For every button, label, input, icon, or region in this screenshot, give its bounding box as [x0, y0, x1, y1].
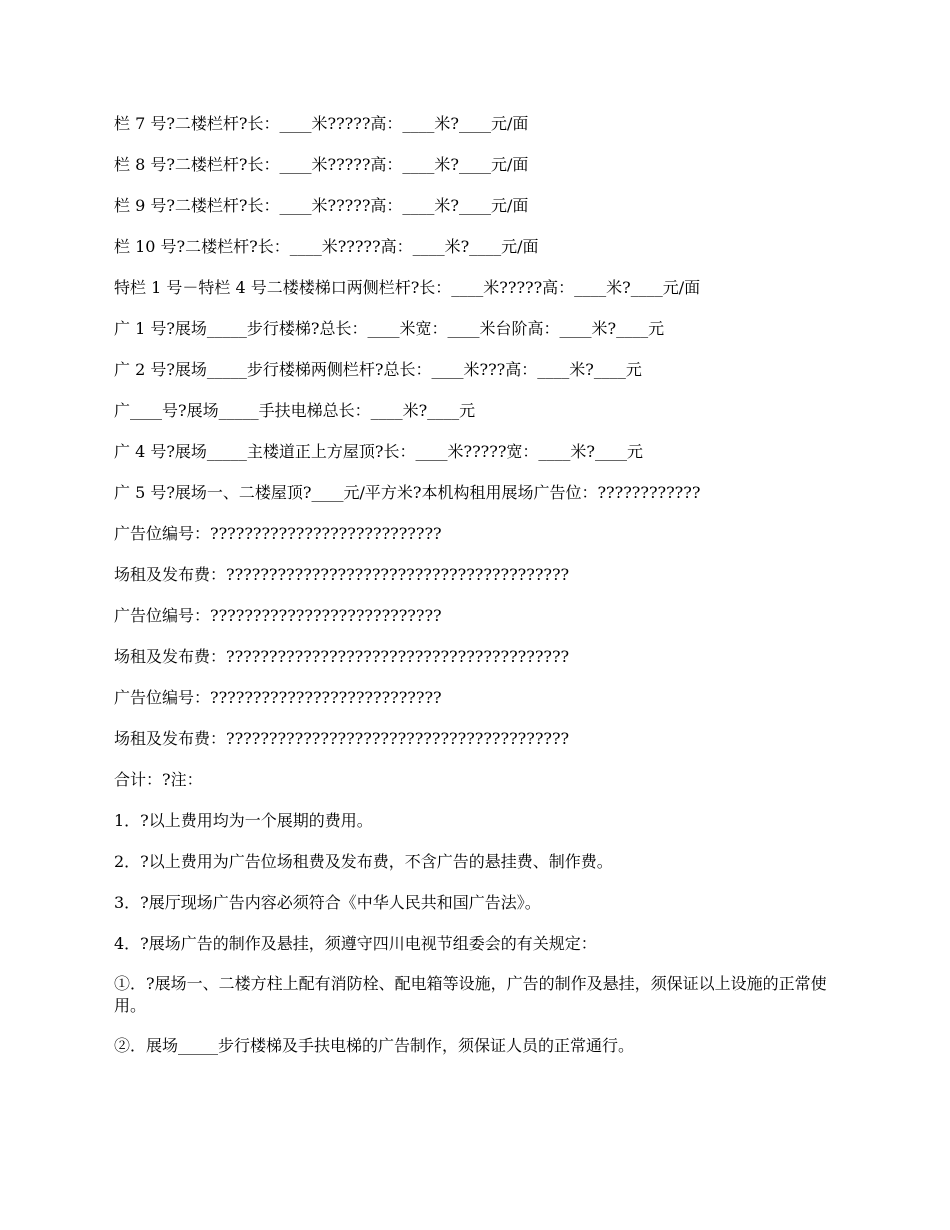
note-item-1: 1．?以上费用均为一个展期的费用。 — [114, 811, 373, 830]
text-line-special-railing: 特栏 1 号－特栏 4 号二楼楼梯口两侧栏杆?长：____米?????高：____米?____元/面 — [114, 278, 701, 297]
text-line-ad-3: 广____号?展场_____手扶电梯总长：____米?____元 — [114, 401, 476, 420]
note-item-2: 2．?以上费用为广告位场租费及发布费，不含广告的悬挂费、制作费。 — [114, 852, 613, 871]
note-item-4: 4．?展场广告的制作及悬挂，须遵守四川电视节组委会的有关规定： — [114, 934, 597, 953]
document-body — [114, 112, 834, 1075]
text-line-railing-10: 栏 10 号?二楼栏杆?长：____米?????高：____米?____元/面 — [114, 237, 539, 256]
text-line-ad-slot-number-1: 广告位编号：??????????????????????????? — [114, 524, 442, 543]
text-line-ad-2: 广 2 号?展场_____步行楼梯两侧栏杆?总长：____米???高：____米?____元 — [114, 360, 642, 379]
text-line-ad-1: 广 1 号?展场_____步行楼梯?总长：____米宽：____米台阶高：____米?____元 — [114, 319, 665, 338]
text-line-railing-7: 栏 7 号?二楼栏杆?长：____米?????高：____米?____元/面 — [114, 114, 529, 133]
text-line-railing-9: 栏 9 号?二楼栏杆?长：____米?????高：____米?____元/面 — [114, 196, 529, 215]
text-line-total-notes: 合计：?注： — [114, 770, 203, 789]
text-line-ad-4: 广 4 号?展场_____主楼道正上方屋顶?长：____米?????宽：____米?____元 — [114, 442, 643, 461]
text-line-ad-5: 广 5 号?展场一、二楼屋顶?____元/平方米?本机构租用展场广告位：???????????? — [114, 483, 701, 502]
text-line-ad-slot-number-3: 广告位编号：??????????????????????????? — [114, 688, 442, 707]
text-line-railing-8: 栏 8 号?二楼栏杆?长：____米?????高：____米?____元/面 — [114, 155, 529, 174]
text-line-ad-slot-number-2: 广告位编号：??????????????????????????? — [114, 606, 442, 625]
text-line-rental-fee-2: 场租及发布费：???????????????????????????????????????? — [114, 647, 570, 666]
text-line-rental-fee-1: 场租及发布费：???????????????????????????????????????? — [114, 565, 570, 584]
text-line-rental-fee-3: 场租及发布费：???????????????????????????????????????? — [114, 729, 570, 748]
note-sub-item-1: ①．?展场一、二楼方柱上配有消防栓、配电箱等设施，广告的制作及悬挂，须保证以上设施的正常使用。 — [114, 974, 827, 1015]
note-item-3: 3．?展厅现场广告内容必须符合《中华人民共和国广告法》。 — [114, 893, 541, 912]
note-sub-item-2: ②．展场_____步行楼梯及手扶电梯的广告制作，须保证人员的正常通行。 — [114, 1036, 635, 1055]
